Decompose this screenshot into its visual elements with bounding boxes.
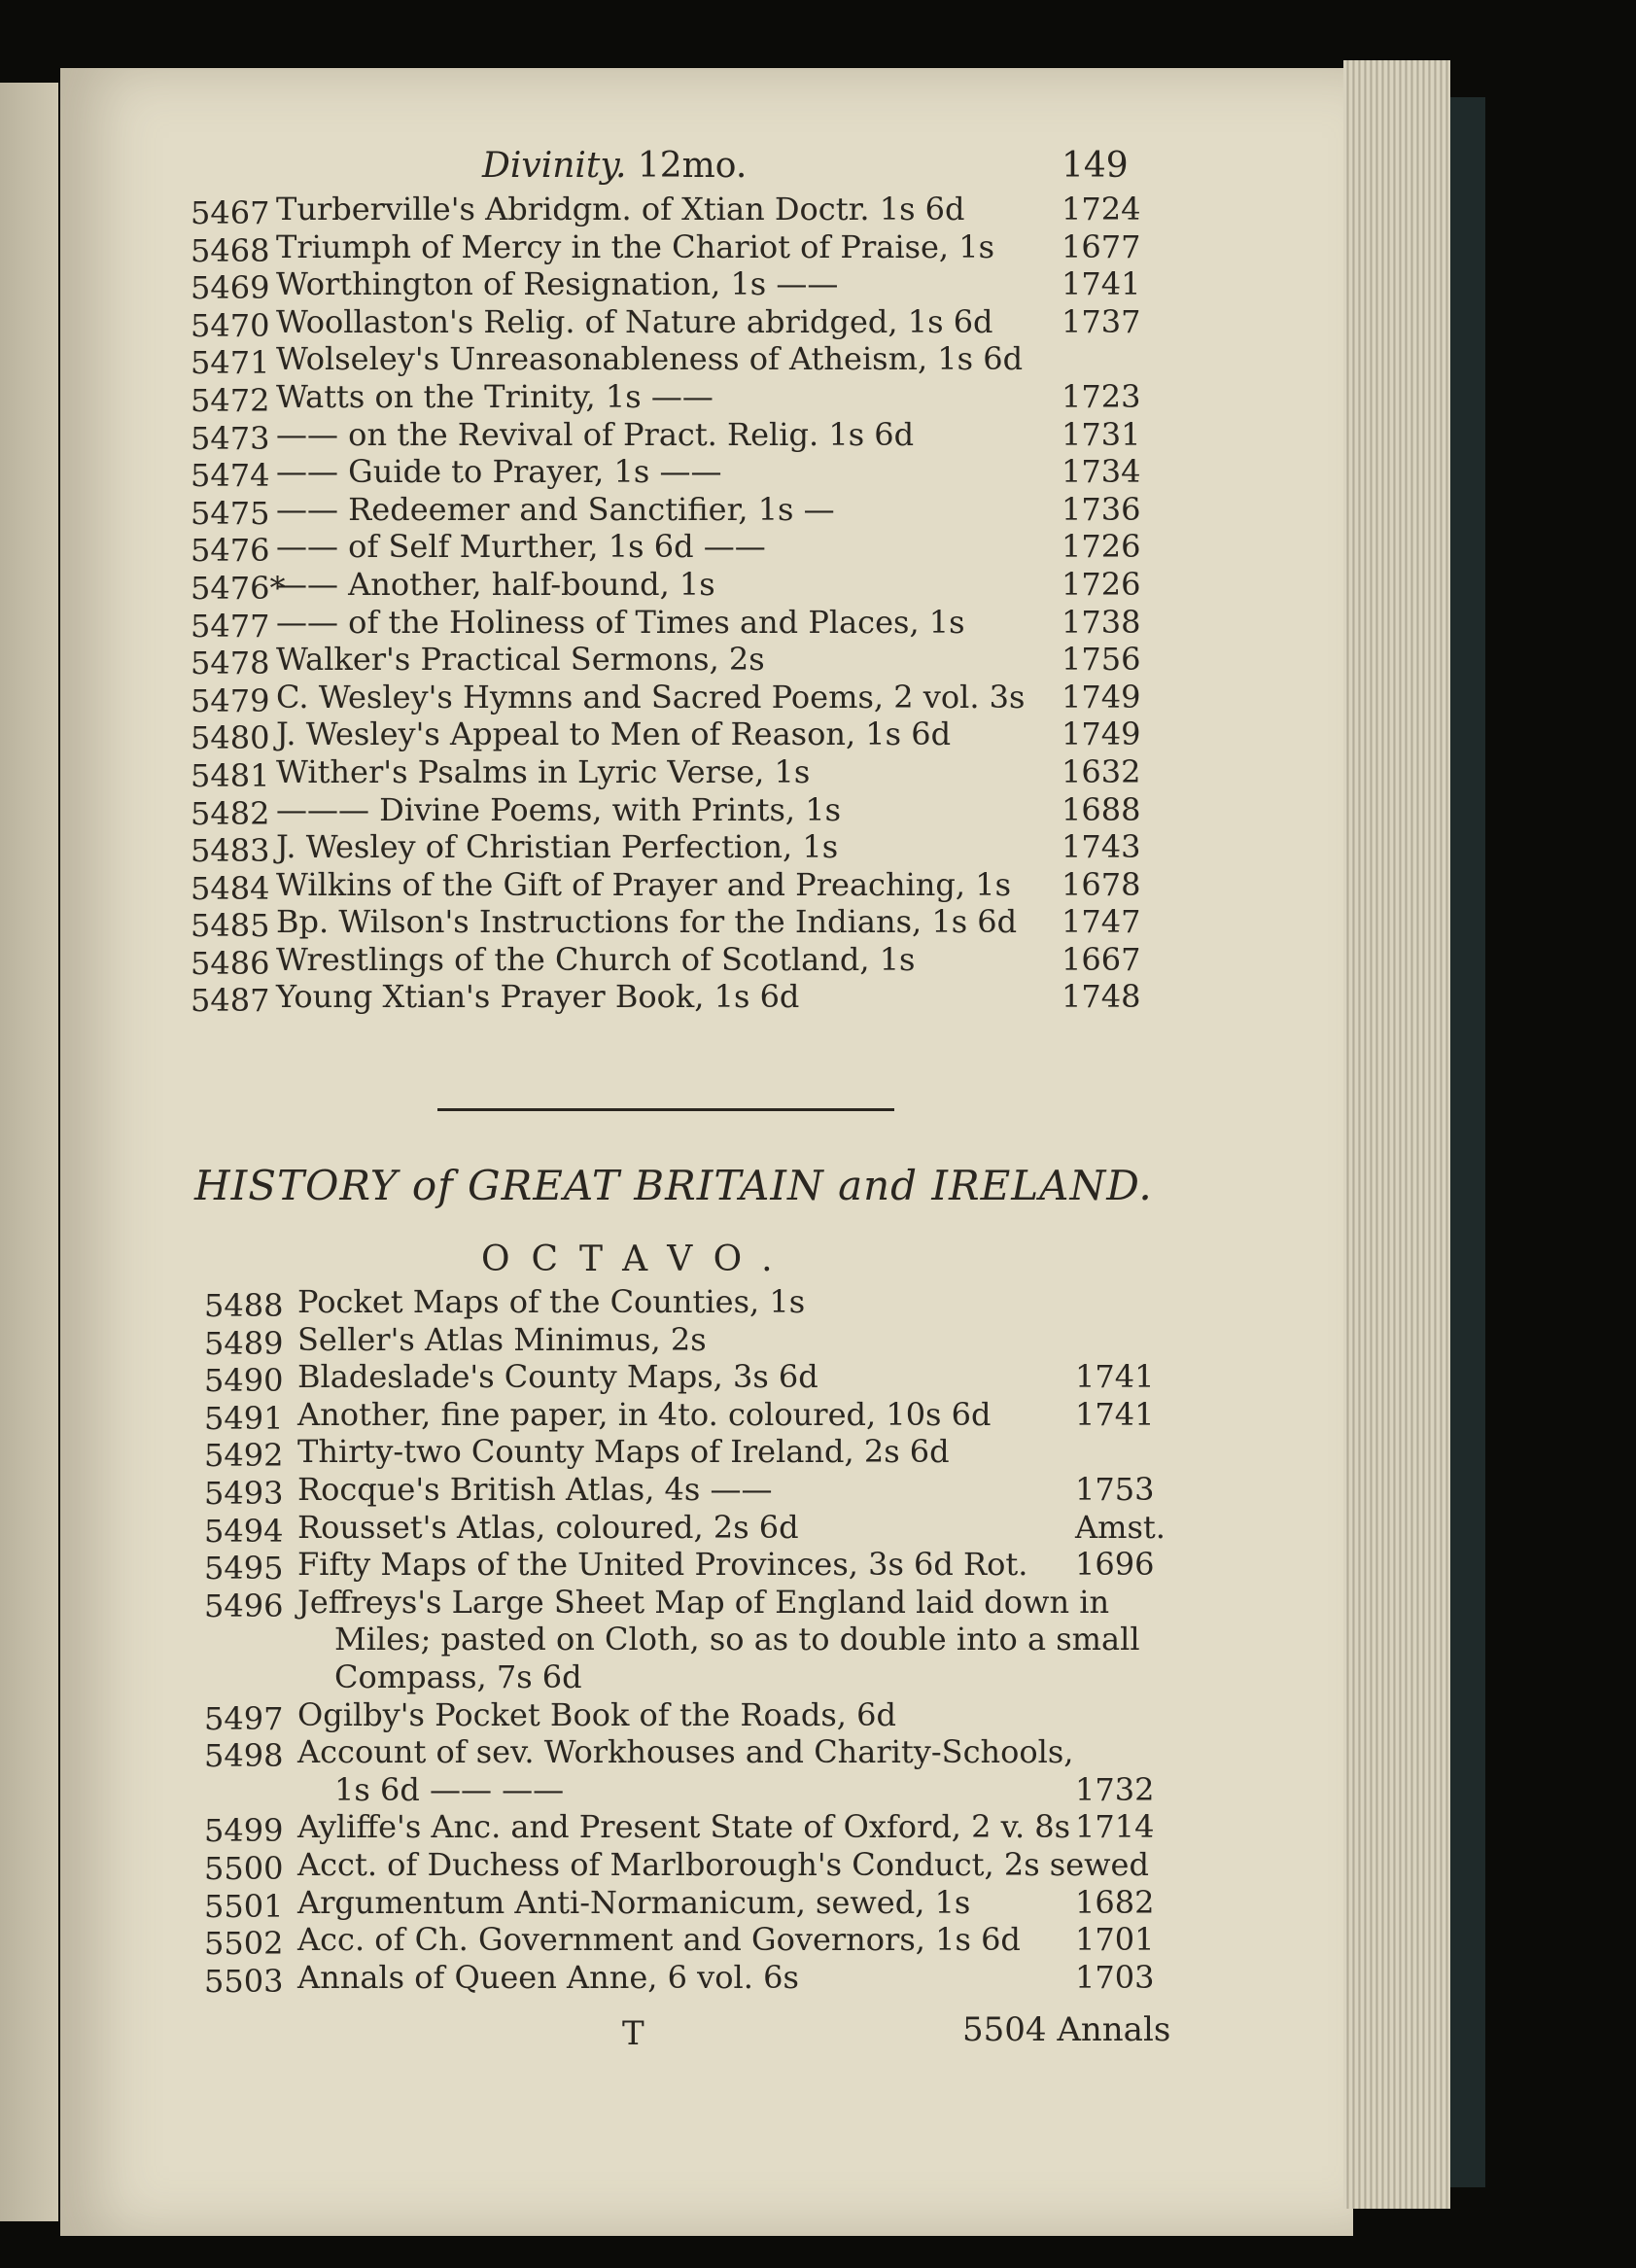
entry-year: 1677 <box>1062 227 1141 265</box>
entry-number: 5470 <box>191 306 270 344</box>
running-header <box>191 146 1163 191</box>
list-item <box>191 340 1163 382</box>
entry-number: 5502 <box>204 1925 284 1963</box>
entry-year: 1667 <box>1062 940 1141 978</box>
entry-year: 1753 <box>1075 1470 1155 1508</box>
entry-title: Bladeslade's County Maps, 3s 6d <box>297 1358 818 1396</box>
entry-year: 1741 <box>1062 265 1141 303</box>
entry-number: 5473 <box>191 419 270 457</box>
entry-title: Pocket Maps of the Counties, 1s <box>297 1283 806 1320</box>
entry-number: 5480 <box>191 719 270 757</box>
entry-number: 5497 <box>204 1699 284 1737</box>
facing-page-edge <box>0 83 58 2221</box>
entry-number: 5499 <box>204 1812 284 1850</box>
section-divider-rule <box>437 1108 894 1111</box>
entry-title: Acct. of Duchess of Marlborough's Conduct, 2s sewed <box>297 1845 1149 1883</box>
list-item <box>204 1808 1176 1850</box>
list-item <box>204 1508 1176 1550</box>
list-item <box>191 265 1163 307</box>
entry-number: 5503 <box>204 1962 284 2000</box>
entry-title: —— Redeemer and Sanctifier, 1s — <box>276 490 835 528</box>
entry-number: 5475 <box>191 494 270 532</box>
entry-number: 5495 <box>204 1550 284 1588</box>
entry-number: 5498 <box>204 1737 284 1775</box>
entry-title: Rocque's British Atlas, 4s —— <box>297 1470 773 1508</box>
entry-number: 5474 <box>191 457 270 495</box>
entry-year: 1726 <box>1062 565 1141 603</box>
list-item <box>204 1470 1176 1512</box>
entry-title: Wilkins of the Gift of Prayer and Preaching, 1s <box>276 865 1011 903</box>
entry-number: 5481 <box>191 756 270 794</box>
entry-number: 5476 <box>191 532 270 570</box>
list-item <box>191 227 1163 269</box>
entry-year: 1724 <box>1062 191 1141 227</box>
entry-year: 1703 <box>1075 1958 1155 1996</box>
entry-title: Woollaston's Relig. of Nature abridged, 1s 6d <box>276 302 993 340</box>
entry-title: Watts on the Trinity, 1s —— <box>276 377 714 415</box>
entry-year: 1738 <box>1062 603 1141 641</box>
entry-title: 1s 6d —— —— <box>334 1770 565 1808</box>
list-item <box>204 1733 1176 1775</box>
entry-title: Another, fine paper, in 4to. coloured, 10s 6d <box>297 1395 992 1433</box>
entry-number: 5489 <box>204 1324 284 1362</box>
entry-number: 5469 <box>191 269 270 307</box>
entry-number: 5483 <box>191 832 270 870</box>
entry-title: —— of the Holiness of Times and Places, 1s <box>276 603 965 641</box>
entry-title: C. Wesley's Hymns and Sacred Poems, 2 vol. 3s <box>276 678 1026 715</box>
entry-year: 1748 <box>1062 978 1141 1016</box>
entry-year: 1723 <box>1062 377 1141 415</box>
entry-year: 1701 <box>1075 1921 1155 1959</box>
list-item <box>191 415 1163 457</box>
book-cover-board <box>1450 97 1485 2187</box>
entry-year: 1743 <box>1062 828 1141 866</box>
entry-year: 1737 <box>1062 302 1141 340</box>
entry-number: 5467 <box>191 194 270 231</box>
list-item <box>191 828 1163 870</box>
list-item <box>204 1584 1176 1622</box>
entry-year: 1678 <box>1062 865 1141 903</box>
entry-title: —— of Self Murther, 1s 6d —— <box>276 528 766 566</box>
entry-number: 5479 <box>191 681 270 719</box>
entry-year: 1749 <box>1062 678 1141 715</box>
entry-year: 1632 <box>1062 752 1141 790</box>
entry-title: Fifty Maps of the United Provinces, 3s 6d Rot. <box>297 1546 1028 1584</box>
entry-title: Miles; pasted on Cloth, so as to double into a small <box>334 1621 1140 1658</box>
entry-year: 1749 <box>1062 715 1141 753</box>
list-item <box>191 603 1163 645</box>
entry-title: ——— Divine Poems, with Prints, 1s <box>276 790 841 828</box>
list-item <box>191 940 1163 982</box>
entry-number: 5472 <box>191 381 270 419</box>
list-item <box>191 865 1163 907</box>
entry-title: Turberville's Abridgm. of Xtian Doctr. 1s 6d <box>276 191 965 227</box>
entry-number: 5468 <box>191 231 270 269</box>
list-item <box>191 453 1163 495</box>
entry-year: 1696 <box>1075 1546 1155 1584</box>
list-item <box>191 715 1163 757</box>
entry-title: Account of sev. Workhouses and Charity-Schools, <box>297 1733 1074 1771</box>
subject-label: Divinity. <box>482 146 627 186</box>
list-item <box>191 302 1163 344</box>
list-item <box>204 1921 1176 1963</box>
list-item <box>191 978 1163 1020</box>
entry-year: 1747 <box>1062 903 1141 941</box>
signature-mark: T <box>622 2014 644 2053</box>
format-label: 12mo. <box>637 146 748 186</box>
list-item <box>204 1546 1176 1588</box>
entry-title: Bp. Wilson's Instructions for the Indians, 1s 6d <box>276 903 1018 941</box>
entry-title: Walker's Practical Sermons, 2s <box>276 641 765 679</box>
entry-number: 5501 <box>204 1887 284 1925</box>
entry-year: 1756 <box>1062 641 1141 679</box>
entry-title: Argumentum Anti-Normanicum, sewed, 1s <box>297 1883 971 1921</box>
list-item <box>204 1283 1176 1324</box>
entry-number: 5492 <box>204 1437 284 1475</box>
entry-year: 1741 <box>1075 1358 1155 1396</box>
list-item <box>204 1845 1176 1887</box>
entry-year: 1734 <box>1062 453 1141 491</box>
list-item <box>191 678 1163 719</box>
entry-number: 5486 <box>191 944 270 982</box>
page-block-edges <box>1343 60 1450 2209</box>
list-item <box>204 1358 1176 1400</box>
entry-title: Thirty-two County Maps of Ireland, 2s 6d <box>297 1433 950 1471</box>
entry-title: Wrestlings of the Church of Scotland, 1s <box>276 940 916 978</box>
entry-year: 1688 <box>1062 790 1141 828</box>
entry-title: Worthington of Resignation, 1s —— <box>276 265 839 303</box>
list-item <box>204 1883 1176 1925</box>
entry-year: 1736 <box>1062 490 1141 528</box>
entry-year: 1732 <box>1075 1770 1155 1808</box>
entry-number: 5490 <box>204 1362 284 1400</box>
list-item-continuation <box>204 1771 1176 1809</box>
entry-year: 1682 <box>1075 1883 1155 1921</box>
list-item <box>191 903 1163 945</box>
entry-number: 5485 <box>191 907 270 945</box>
list-item <box>204 1433 1176 1475</box>
entry-number: 5493 <box>204 1474 284 1512</box>
list-item <box>204 1395 1176 1437</box>
entry-number: 5484 <box>191 869 270 907</box>
list-item <box>204 1958 1176 2000</box>
entry-number: 5496 <box>204 1587 284 1624</box>
list-item <box>204 1320 1176 1362</box>
entry-number: 5477 <box>191 607 270 645</box>
list-item <box>191 528 1163 570</box>
list-item <box>191 490 1163 532</box>
section-title: HISTORY of GREAT BRITAIN and IRELAND. <box>194 1162 1153 1209</box>
list-item <box>191 565 1163 607</box>
entry-number: 5494 <box>204 1512 284 1550</box>
list-item <box>191 191 1163 231</box>
list-item <box>204 1695 1176 1737</box>
entry-year: 1726 <box>1062 528 1141 566</box>
list-item-continuation <box>204 1621 1176 1658</box>
entry-number: 5476* <box>191 569 286 607</box>
entry-title: Compass, 7s 6d <box>334 1657 582 1695</box>
list-item <box>191 641 1163 682</box>
divinity-list <box>191 191 1163 1020</box>
entry-title: —— Guide to Prayer, 1s —— <box>276 453 722 491</box>
entry-title: Young Xtian's Prayer Book, 1s 6d <box>276 978 800 1016</box>
list-item <box>191 752 1163 794</box>
format-heading: OCTAVO. <box>481 1239 794 1279</box>
entry-number: 5500 <box>204 1849 284 1887</box>
entry-year: 1731 <box>1062 415 1141 453</box>
entry-title: Acc. of Ch. Government and Governors, 1s 6d <box>297 1921 1021 1959</box>
list-item-continuation <box>204 1658 1176 1696</box>
entry-number: 5487 <box>191 982 270 1020</box>
entry-number: 5471 <box>191 344 270 382</box>
list-item <box>191 790 1163 832</box>
entry-title: Triumph of Mercy in the Chariot of Praise, 1s <box>276 227 995 265</box>
entry-year: 1714 <box>1075 1808 1155 1846</box>
entry-title: Ogilby's Pocket Book of the Roads, 6d <box>297 1695 896 1733</box>
entry-title: J. Wesley of Christian Perfection, 1s <box>276 828 839 866</box>
entry-title: Ayliffe's Anc. and Present State of Oxford, 2 v. 8s <box>297 1808 1071 1846</box>
running-head <box>482 146 747 186</box>
entry-year: 1741 <box>1075 1395 1155 1433</box>
entry-number: 5491 <box>204 1399 284 1437</box>
entry-number: 5478 <box>191 645 270 682</box>
entry-number: 5482 <box>191 794 270 832</box>
entry-title: Seller's Atlas Minimus, 2s <box>297 1320 707 1358</box>
entry-title: —— Another, half-bound, 1s <box>276 565 715 603</box>
entry-title: Annals of Queen Anne, 6 vol. 6s <box>297 1958 799 1996</box>
entry-title: Rousset's Atlas, coloured, 2s 6d <box>297 1508 799 1546</box>
list-item <box>191 377 1163 419</box>
entry-title: —— on the Revival of Pract. Relig. 1s 6d <box>276 415 915 453</box>
entry-title: Jeffreys's Large Sheet Map of England laid down in <box>297 1583 1110 1621</box>
entry-number: 5488 <box>204 1287 284 1324</box>
entry-title: Wither's Psalms in Lyric Verse, 1s <box>276 752 811 790</box>
entry-year: Amst. <box>1075 1508 1166 1546</box>
entry-title: J. Wesley's Appeal to Men of Reason, 1s 6d <box>276 715 952 753</box>
history-section <box>204 1283 1176 2000</box>
entry-title: Wolseley's Unreasonableness of Atheism, 1s 6d <box>276 340 1024 378</box>
divinity-section <box>191 146 1163 1020</box>
page-number: 149 <box>1062 146 1129 186</box>
catchword: 5504 Annals <box>962 2010 1171 2049</box>
